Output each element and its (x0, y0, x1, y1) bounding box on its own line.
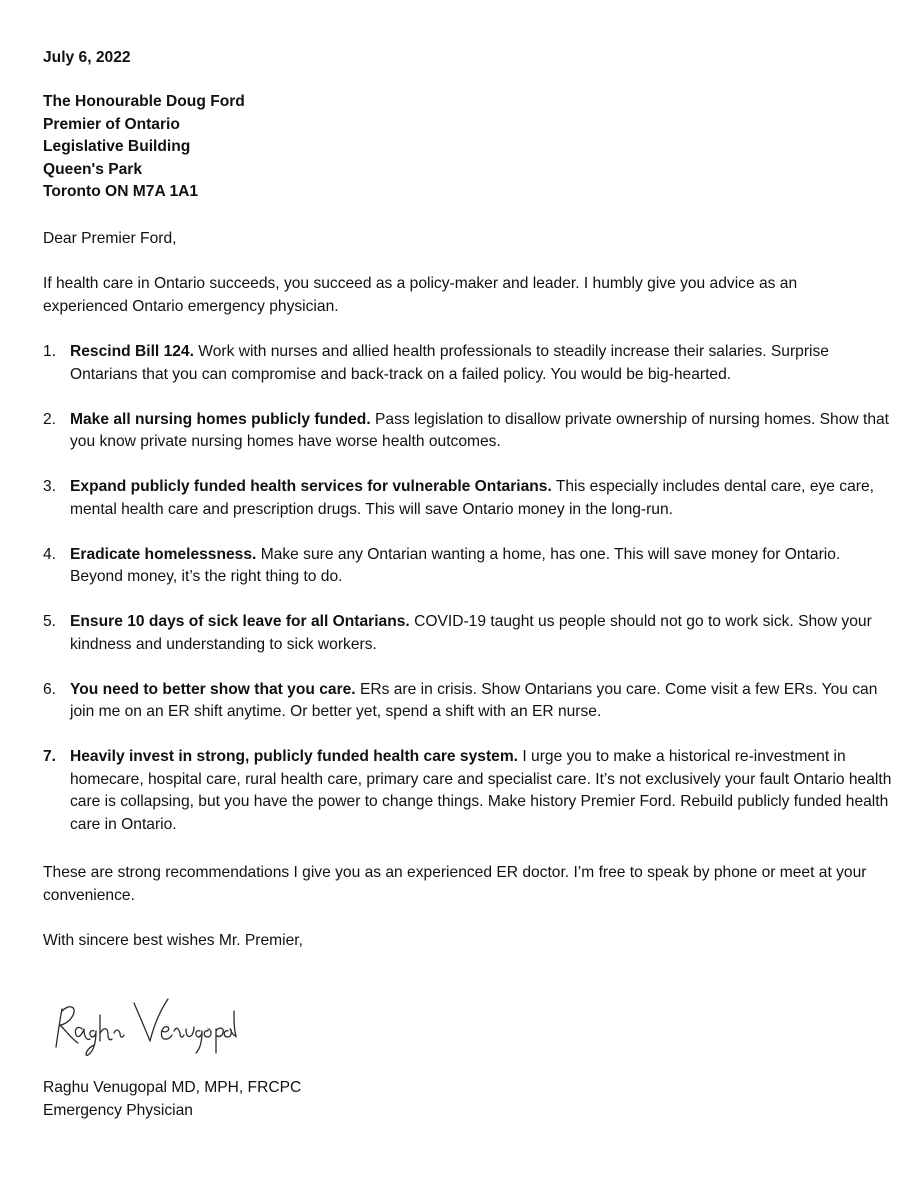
recommendation-number: 2. (43, 410, 57, 428)
recommendation-body: COVID-19 taught us people should not go to work sick. Show your kindness and understanding to sick workers. (70, 613, 872, 653)
sign-off: With sincere best wishes Mr. Premier, (43, 932, 303, 949)
salutation: Dear Premier Ford, (43, 230, 177, 247)
recipient-location: Queen's Park (43, 160, 143, 178)
signer-title: Emergency Physician (43, 1102, 193, 1119)
recommendation-title: Rescind Bill 124. (70, 343, 194, 360)
recommendation-number: 3. (43, 478, 57, 495)
recommendation-number: 7. (43, 748, 57, 765)
recipient-office: Premier of Ontario (43, 115, 180, 133)
recommendation-title: You need to better show that you care. (70, 680, 356, 698)
recommendation-item (43, 746, 893, 836)
recommendation-item (43, 341, 893, 386)
recommendation-number: 5. (43, 613, 57, 630)
recommendation-item (43, 409, 893, 454)
recommendation-body: Work with nurses and allied health professionals to steadily increase their salaries. Surprise Ontarians that you can compromise and back-track on a failed policy. You would be big-hearted. (70, 343, 829, 383)
recommendation-item (43, 476, 893, 521)
recommendation-title: Make all nursing homes publicly funded. (70, 410, 371, 428)
signer-name: Raghu Venugopal MD, MPH, FRCPC (43, 1079, 302, 1096)
recommendation-item (43, 611, 893, 656)
recommendations-list (43, 341, 893, 859)
recommendation-number: 6. (43, 680, 57, 698)
recommendation-title: Heavily invest in strong, publicly funded health care system. (70, 748, 519, 765)
recommendation-body: This especially includes dental care, eye care, mental health care and prescription drugs. This will save Ontario money in the long-run. (70, 478, 874, 518)
recommendation-number: 4. (43, 545, 57, 563)
recipient-name: The Honourable Doug Ford (43, 93, 245, 110)
intro-paragraph: If health care in Ontario succeeds, you succeed as a policy-maker and leader. I humbly give you advice as an experienced Ontario emergency physician. (43, 275, 798, 315)
closing-paragraph: These are strong recommendations I give you as an experienced ER doctor. I’m free to speak by phone or meet at your convenience. (43, 864, 867, 904)
recipient-city-postal: Toronto ON M7A 1A1 (43, 183, 199, 200)
recommendation-number: 1. (43, 343, 57, 360)
recommendation-item (43, 544, 893, 589)
recommendation-body: Pass legislation to disallow private ownership of nursing homes. Show that you know private nursing homes have worse health outcomes. (70, 410, 890, 450)
recipient-building: Legislative Building (43, 138, 191, 155)
recommendation-title: Ensure 10 days of sick leave for all Ontarians. (70, 613, 410, 630)
recommendation-title: Eradicate homelessness. (70, 545, 257, 563)
recommendation-body: I urge you to make a historical re-investment in homecare, hospital care, rural health care, primary care and specialist care. It’s not exclusively your fault Ontario health care is collapsing, but you have the power to change things. Make history Premier Ford. Rebuild publicly funded health care in Ontario. (70, 748, 892, 833)
recommendation-title: Expand publicly funded health services for vulnerable Ontarians. (70, 478, 552, 495)
recommendation-body: ERs are in crisis. Show Ontarians you care. Come visit a few ERs. You can join me on an ER shift anytime. Or better yet, spend a shift with an ER nurse. (70, 680, 878, 720)
recommendation-body: Make sure any Ontarian wanting a home, has one. This will save money for Ontario. Beyond money, it’s the right thing to do. (70, 545, 841, 585)
letter-date: July 6, 2022 (43, 49, 131, 66)
recipient-address (43, 91, 245, 204)
recommendation-item (43, 679, 893, 724)
handwritten-signature (48, 985, 238, 1060)
